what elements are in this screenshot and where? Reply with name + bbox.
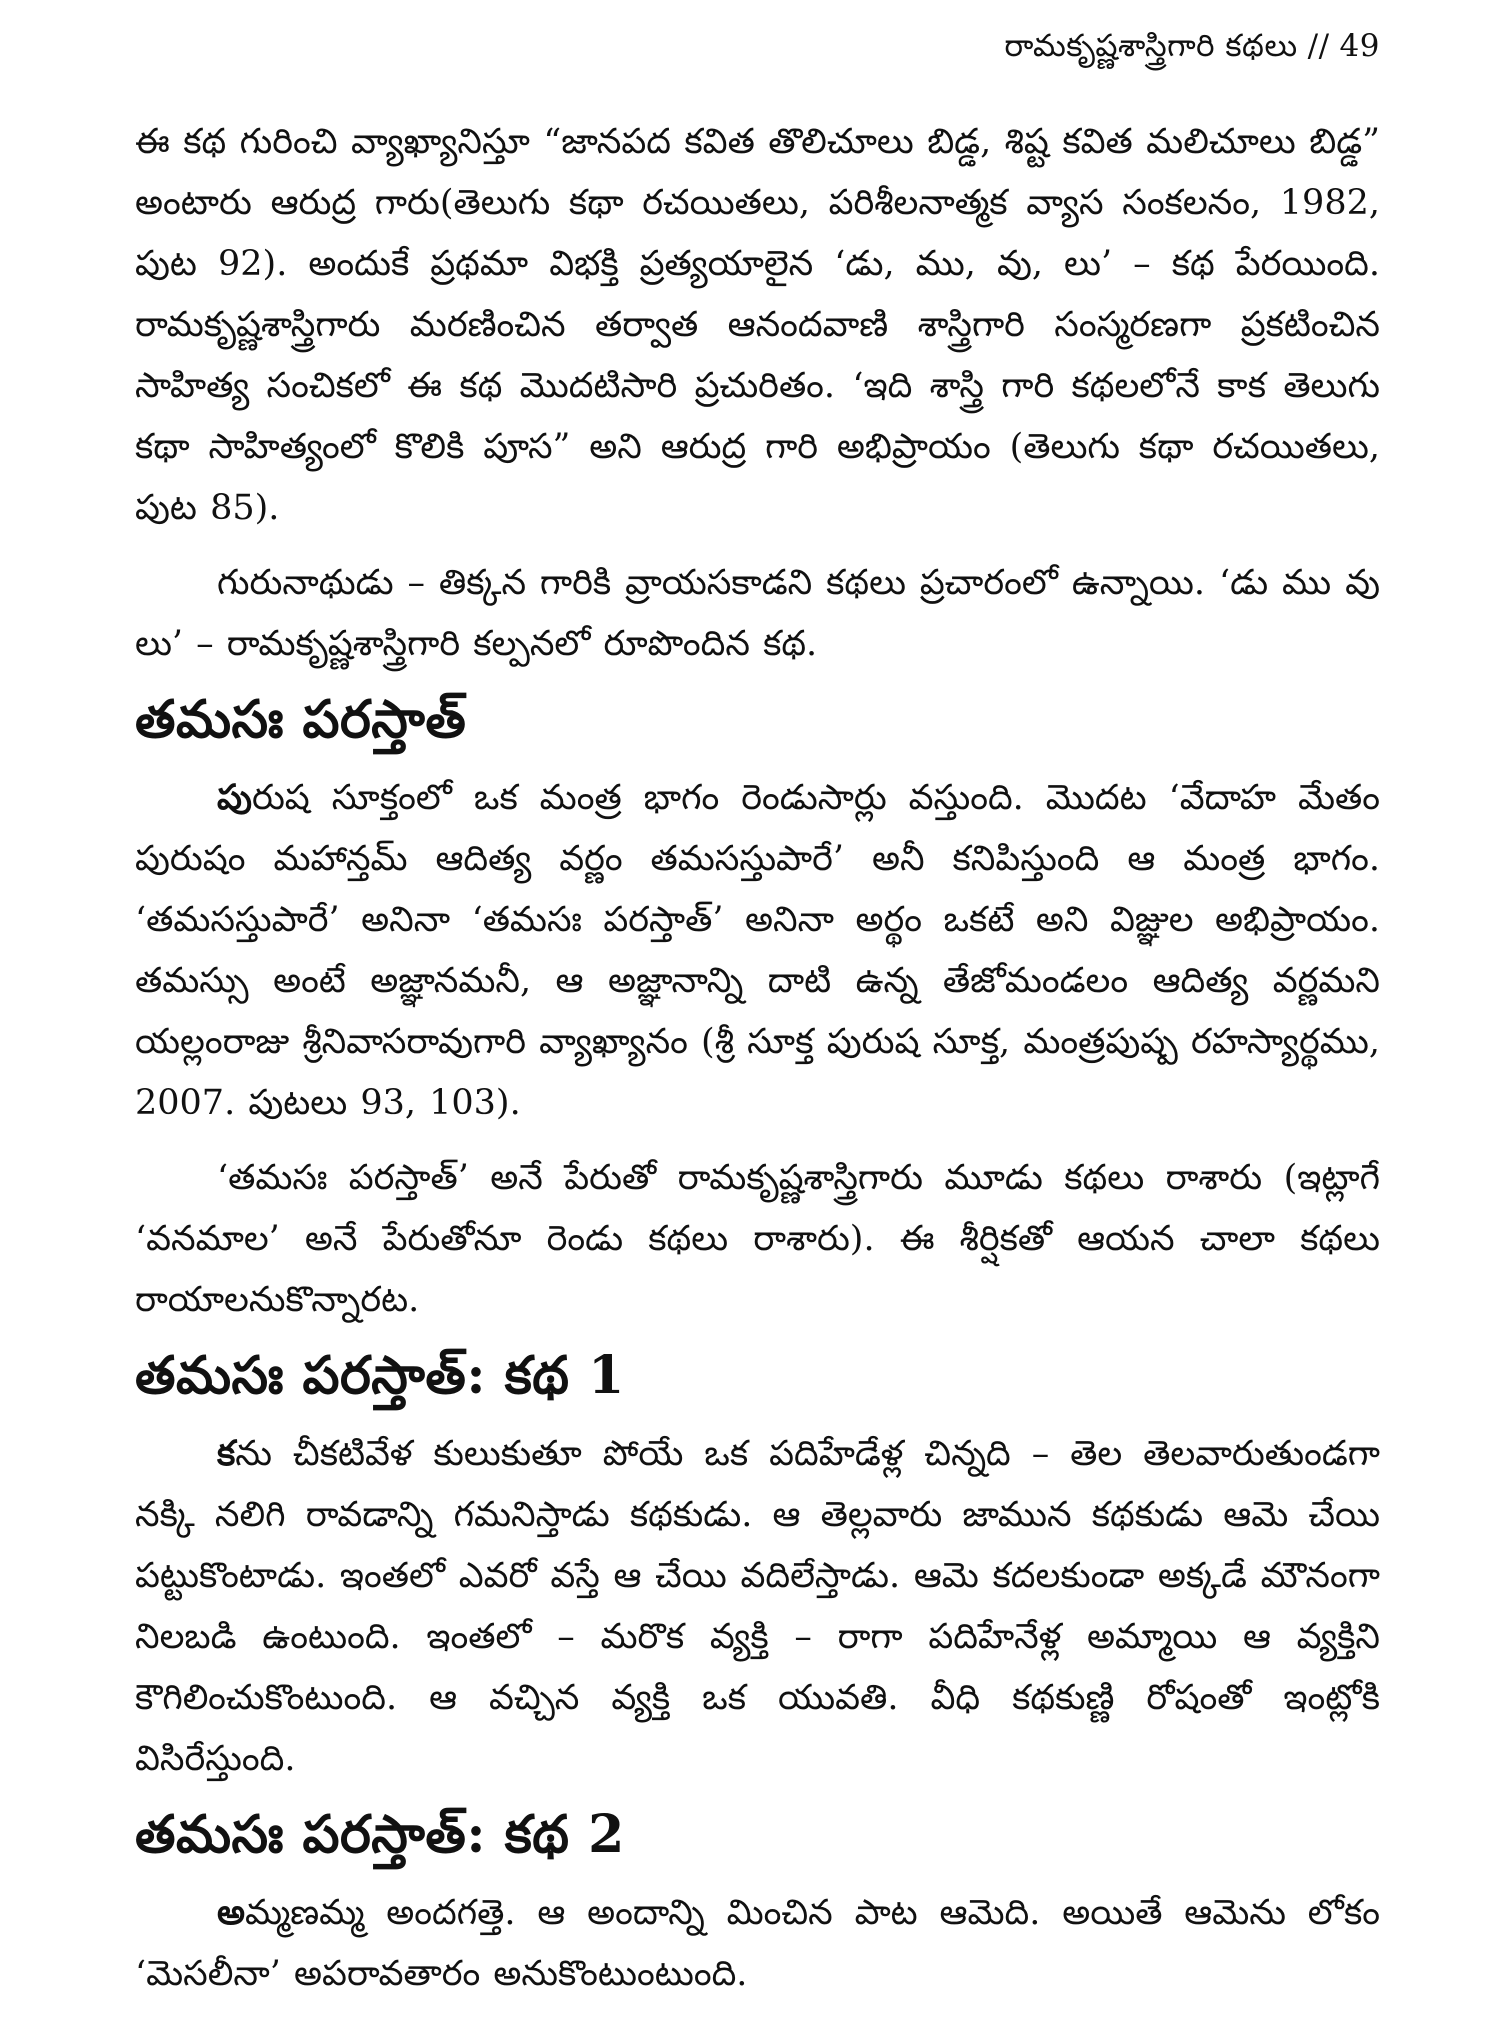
paragraph-text: మ్మణమ్మ అందగత్తె. ఆ అందాన్ని మించిన పాట ఆమెది. అయితే ఆమెను లోకం ‘మెసలీనా’ అపరావతారం అనుకొంటుంటుంది. (135, 1893, 1380, 1994)
intro-paragraph-1: ఈ కథ గురించి వ్యాఖ్యానిస్తూ “జానపద కవిత తొలిచూలు బిడ్డ, శిష్ట కవిత మలిచూలు బిడ్డ” అంటారు ఆరుద్ర గారు(తెలుగు కథా రచయితలు, పరిశీలనాత్మక వ్యాస సంకలనం, 1982, పుట 92). అందుకే ప్రథమా విభక్తి ప్రత్యయాలైన ‘డు, ము, వు, లు’ – కథ పేరయింది. రామకృష్ణశాస్త్రిగారు మరణించిన తర్వాత ఆనందవాణి శాస్త్రిగారి సంస్మరణగా ప్రకటించిన సాహిత్య సంచికలో ఈ కథ మొదటిసారి ప్రచురితం. ‘ఇది శాస్త్రి గారి కథలలోనే కాక తెలుగు కథా సాహిత్యంలో కొలికి పూస” అని ఆరుద్ర గారి అభిప్రాయం (తెలుగు కథా రచయితలు, పుట 85). (135, 122, 1380, 528)
header-page-number: 49 (1339, 28, 1380, 64)
book-page (135, 0, 1380, 2000)
dropcap: క (217, 1433, 236, 1474)
dropcap: అ (217, 1892, 246, 1933)
header-separator: // (1307, 28, 1330, 64)
paragraph-text: రుష సూక్తంలో ఒక మంత్ర భాగం రెండుసార్లు వస్తుంది. మొదట ‘వేదాహ మేతం పురుషం మహాన్తమ్ ఆదిత్య వర్ణం తమసస్తుపారే’ అనీ కనిపిస్తుంది ఆ మంత్ర భాగం. ‘తమసస్తుపారే’ అనినా ‘తమసః పరస్తాత్’ అనినా అర్థం ఒకటే అని విజ్ఞుల అభిప్రాయం. తమస్సు అంటే అజ్ఞానమనీ, ఆ అజ్ఞానాన్ని దాటి ఉన్న తేజోమండలం ఆదిత్య వర్ణమని యల్లంరాజు శ్రీనివాసరావుగారి వ్యాఖ్యానం (శ్రీ సూక్త పురుష సూక్త, మంత్రపుష్ప రహస్యార్థము, 2007. పుటలు 93, 103). (135, 778, 1380, 1123)
tamasah-paragraph-2: ‘తమసః పరస్తాత్’ అనే పేరుతో రామకృష్ణశాస్త్రిగారు మూడు కథలు రాశారు (ఇట్లాగే ‘వనమాల’ అనే పేరుతోనూ రెండు కథలు రాశారు). ఈ శీర్షికతో ఆయన చాలా కథలు రాయాలనుకొన్నారట. (135, 1158, 1380, 1320)
section-heading-katha-1: తమసః పరస్తాత్: కథ 1 (135, 1345, 625, 1406)
intro-paragraph-2: గురునాథుడు – తిక్కన గారికి వ్రాయసకాడని కథలు ప్రచారంలో ఉన్నాయి. ‘డు ము వు లు’ – రామకృష్ణశాస్త్రిగారి కల్పనలో రూపొందిన కథ. (135, 563, 1380, 664)
paragraph-text: ను చీకటివేళ కులుకుతూ పోయే ఒక పదిహేడేళ్ల చిన్నది – తెల తెలవారుతుండగా నక్కి నలిగి రావడాన్ని గమనిస్తాడు కథకుడు. ఆ తెల్లవారు జామున కథకుడు ఆమె చేయి పట్టుకొంటాడు. ఇంతలో ఎవరో వస్తే ఆ చేయి వదిలేస్తాడు. ఆమె కదలకుండా అక్కడే మౌనంగా నిలబడి ఉంటుంది. ఇంతలో – మరొక వ్యక్తి – రాగా పదిహేనేళ్ల అమ్మాయి ఆ వ్యక్తిని కౌగిలించుకొంటుంది. ఆ వచ్చిన వ్యక్తి ఒక యువతి. వీధి కథకుణ్ణి రోషంతో ఇంట్లోకి విసిరేస్తుంది. (135, 1434, 1380, 1779)
header-book-title: రామకృష్ణశాస్త్రిగారి కథలు (1004, 28, 1298, 64)
katha1-paragraph-1 (135, 1423, 1380, 1790)
section-heading-katha-2: తమసః పరస్తాత్: కథ 2 (135, 1804, 625, 1865)
running-header (1004, 28, 1380, 71)
dropcap: పు (217, 777, 252, 818)
katha2-paragraph-1 (135, 1882, 1380, 2005)
tamasah-paragraph-1 (135, 767, 1380, 1134)
section-heading-tamasah: తమసః పరస్తాత్ (135, 689, 467, 750)
page-body (135, 112, 1380, 2019)
